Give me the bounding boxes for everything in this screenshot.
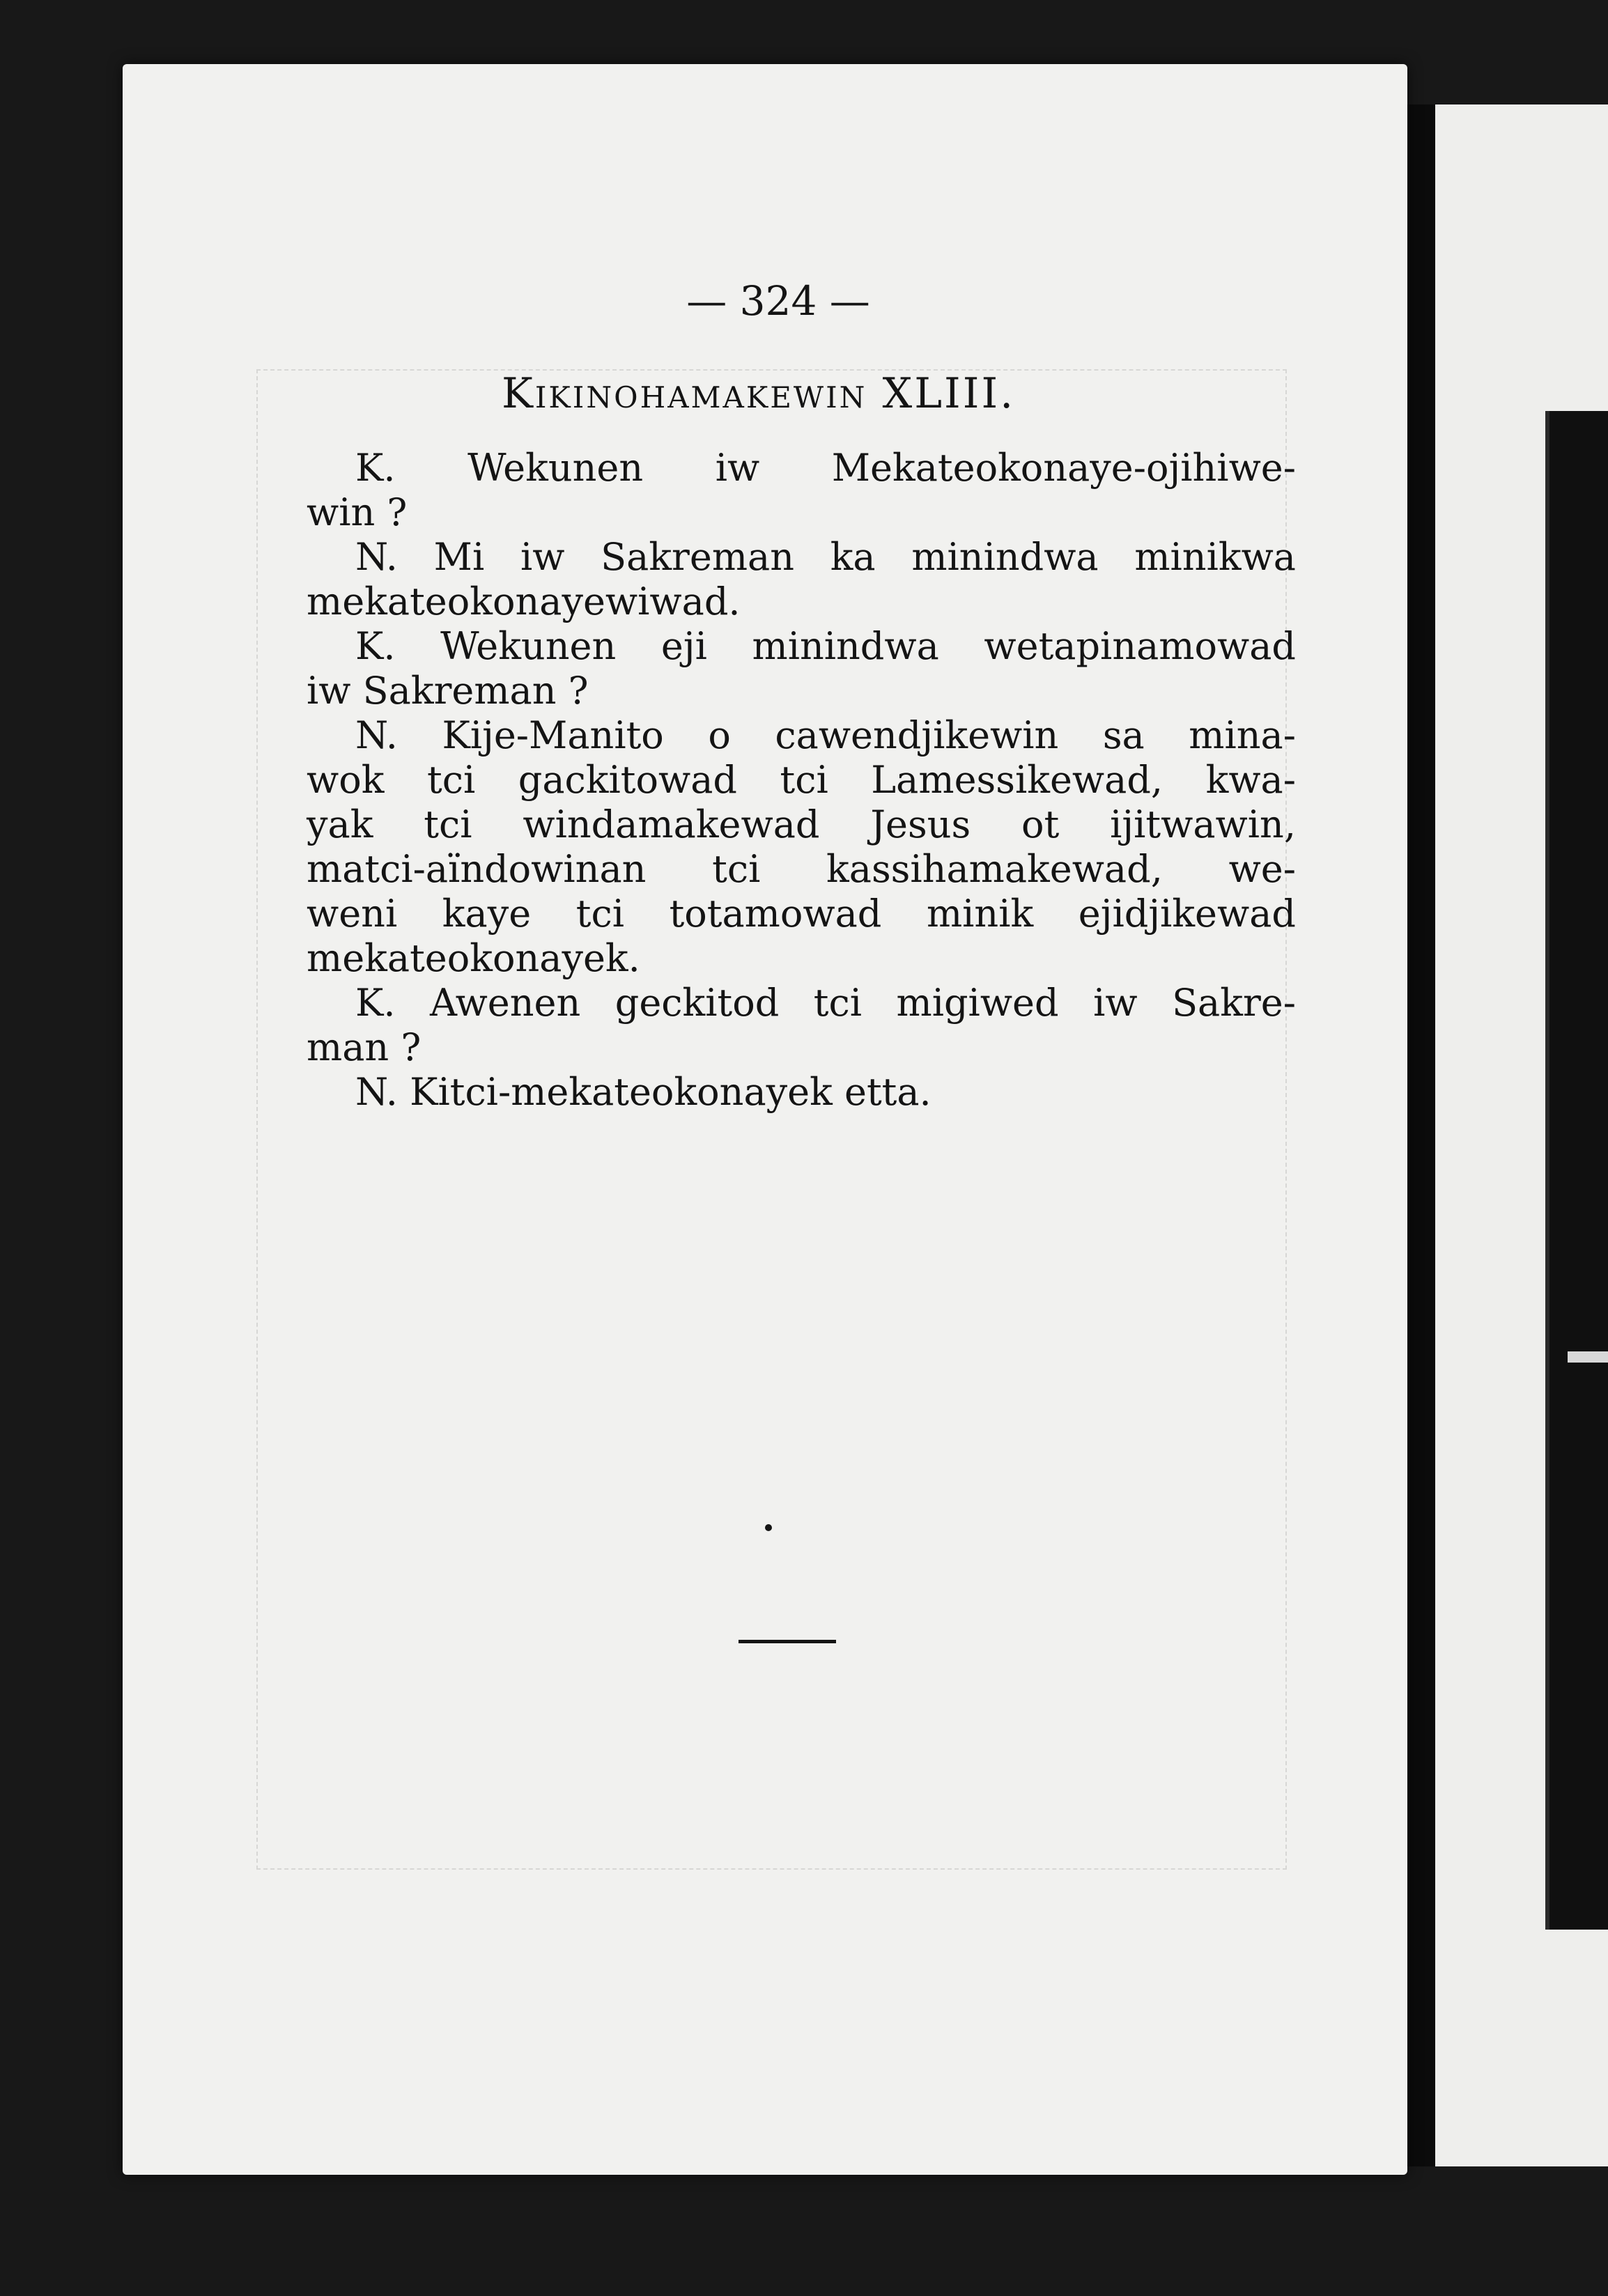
qa-block [307, 1070, 1296, 1115]
qa-block [307, 446, 1296, 535]
page-number: — 324 — [686, 277, 870, 325]
text-line: iw Sakreman ? [307, 669, 589, 713]
text-line: matci-aïndowinan tci kassihamakewad, we- [307, 847, 1296, 891]
text-line: weni kaye tci totamowad minik ejidjikewad [307, 892, 1296, 936]
text-line: K. Wekunen iw Mekateokonaye-ojihiwe- [355, 446, 1296, 490]
facing-page-illustration [1545, 411, 1608, 1930]
text-line: mekateokonayek. [307, 936, 640, 980]
catechism-text [307, 446, 1296, 1115]
illustration-detail [1568, 1351, 1608, 1363]
text-line: N. Kije-Manito o cawendjikewin sa mina- [355, 713, 1296, 757]
end-rule [739, 1640, 836, 1643]
text-line: yak tci windamakewad Jesus ot ijitwawin, [307, 802, 1296, 846]
lesson-heading: Kikinohamakewin XLIII. [502, 369, 1016, 418]
separator-dot [765, 1524, 772, 1531]
text-line: K. Awenen geckitod tci migiwed iw Sakre- [355, 981, 1296, 1025]
text-line: N. Mi iw Sakreman ka minindwa minikwa [355, 535, 1296, 579]
text-line: K. Wekunen eji minindwa wetapinamowad [355, 624, 1296, 668]
qa-block [307, 624, 1296, 713]
text-line: mekateokonayewiwad. [307, 580, 741, 623]
text-line: N. Kitci-mekateokonayek etta. [355, 1070, 931, 1114]
text-line: wok tci gackitowad tci Lamessikewad, kwa- [307, 758, 1296, 802]
text-line: man ? [307, 1025, 422, 1069]
qa-block [307, 713, 1296, 981]
qa-block [307, 981, 1296, 1070]
qa-block [307, 535, 1296, 624]
text-line: win ? [307, 490, 408, 534]
